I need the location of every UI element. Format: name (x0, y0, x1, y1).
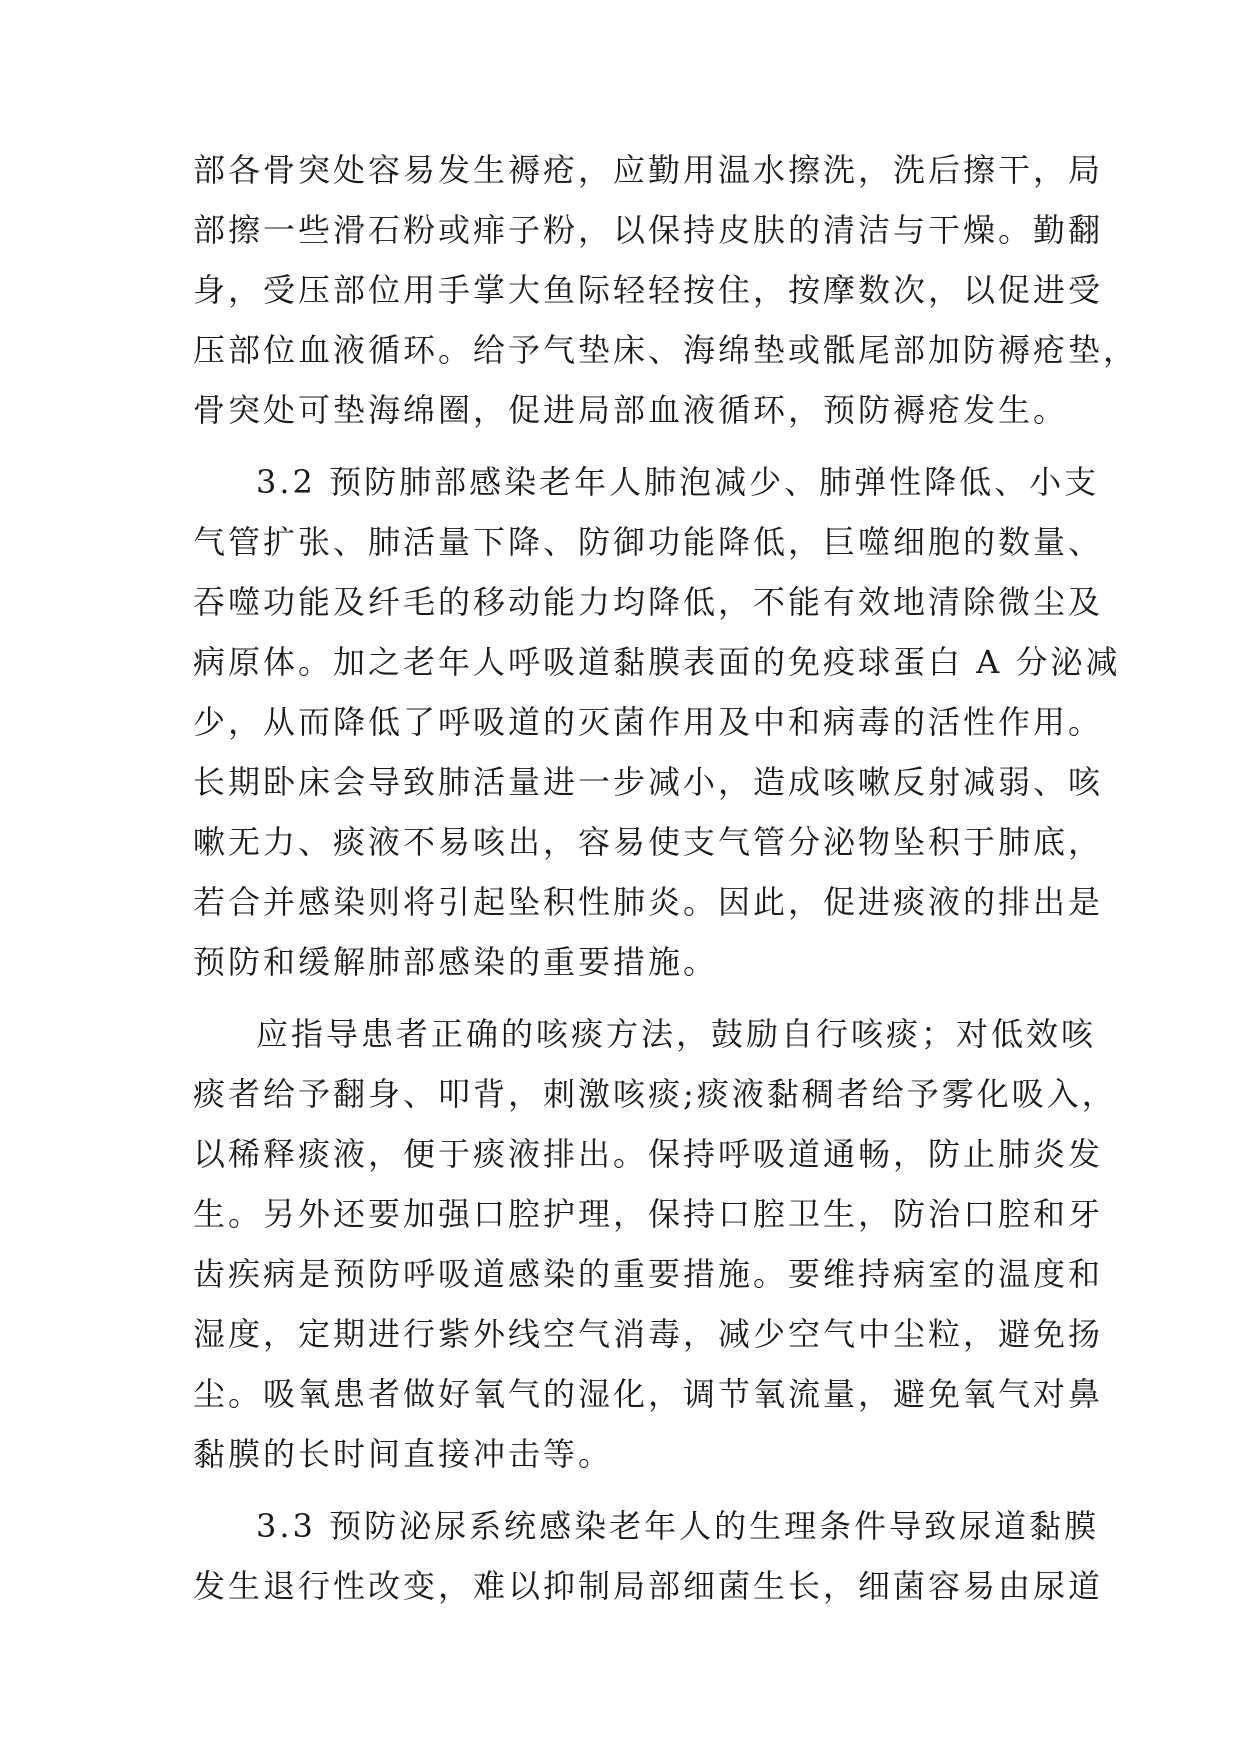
text-line: 部各骨突处容易发生褥疮，应勤用温水擦洗，洗后擦干，局 (193, 151, 1104, 189)
text-line: 若合并感染则将引起坠积性肺炎。因此，促进痰液的排出是 (193, 883, 1104, 921)
text-line: 湿度，定期进行紫外线空气消毒，减少空气中尘粒，避免扬 (193, 1315, 1104, 1353)
text-line: 身，受压部位用手掌大鱼际轻轻按住，按摩数次，以促进受 (193, 271, 1104, 309)
text-line: 压部位血液循环。给予气垫床、海绵垫或骶尾部加防褥疮垫， (193, 331, 1139, 369)
section-heading-3-3: 3.3 预防泌尿系统感染老年人的生理条件导致尿道黏膜 (256, 1507, 1100, 1545)
text-line: 黏膜的长时间直接冲击等。 (193, 1435, 614, 1473)
text-line: 吞噬功能及纤毛的移动能力均降低，不能有效地清除微尘及 (193, 583, 1104, 621)
text-line: 少，从而降低了呼吸道的灭菌作用及中和病毒的活性作用。 (193, 703, 1104, 741)
text-line: 长期卧床会导致肺活量进一步减小，造成咳嗽反射减弱、咳 (193, 763, 1104, 801)
text-line: 气管扩张、肺活量下降、防御功能降低，巨噬细胞的数量、 (193, 523, 1104, 561)
text-line: 病原体。加之老年人呼吸道黏膜表面的免疫球蛋白 A 分泌减 (193, 643, 1121, 681)
section-heading-3-2: 3.2 预防肺部感染老年人肺泡减少、肺弹性降低、小支 (256, 463, 1100, 501)
text-line: 嗽无力、痰液不易咳出，容易使支气管分泌物坠积于肺底， (193, 823, 1104, 861)
text-line: 发生退行性改变，难以抑制局部细菌生长，细菌容易由尿道 (193, 1567, 1104, 1605)
text-line: 以稀释痰液，便于痰液排出。保持呼吸道通畅，防止肺炎发 (193, 1135, 1104, 1173)
text-line: 部擦一些滑石粉或痱子粉，以保持皮肤的清洁与干燥。勤翻 (193, 211, 1104, 249)
text-line: 生。另外还要加强口腔护理，保持口腔卫生，防治口腔和牙 (193, 1195, 1104, 1233)
paragraph-start: 应指导患者正确的咳痰方法，鼓励自行咳痰；对低效咳 (256, 1015, 1097, 1053)
text-line: 痰者给予翻身、叩背，刺激咳痰;痰液黏稠者给予雾化吸入， (193, 1075, 1117, 1113)
text-line: 骨突处可垫海绵圈，促进局部血液循环，预防褥疮发生。 (193, 391, 1069, 429)
text-line: 齿疾病是预防呼吸道感染的重要措施。要维持病室的温度和 (193, 1255, 1104, 1293)
text-line: 尘。吸氧患者做好氧气的湿化，调节氧流量，避免氧气对鼻 (193, 1375, 1104, 1413)
text-line: 预防和缓解肺部感染的重要措施。 (193, 943, 719, 981)
